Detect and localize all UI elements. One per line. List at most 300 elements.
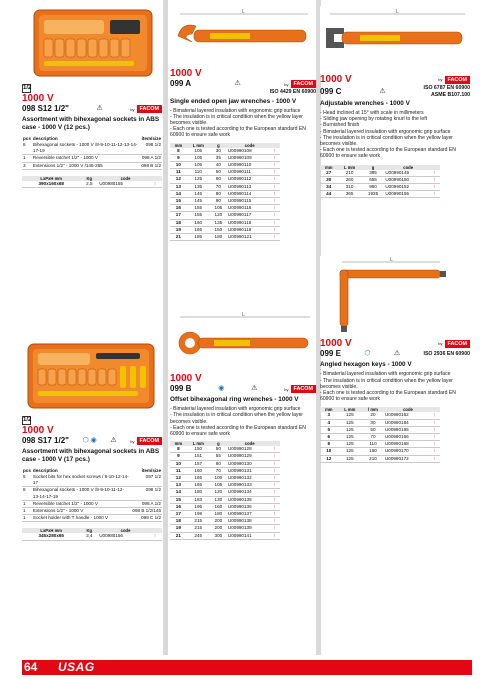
hex-socket-icon: ⬡ xyxy=(364,350,371,358)
cell-weight: 40 xyxy=(210,161,227,168)
kit-item: 098 1/2 xyxy=(131,487,162,500)
cell-code: U00990134 xyxy=(227,489,273,496)
cell-weight: 130 xyxy=(210,496,227,503)
cell-code: U00990172 xyxy=(384,455,432,462)
cell-size: 16 xyxy=(170,205,187,212)
table-row xyxy=(170,482,280,489)
table-row xyxy=(22,500,162,507)
cell-weight: 30 xyxy=(362,419,384,426)
cell-code: U00990136 xyxy=(227,503,273,510)
pack-dims: 345x280x65 xyxy=(22,533,80,540)
cell-weight: 200 xyxy=(210,518,227,525)
cell-weight: 70 xyxy=(210,183,227,190)
order-arrow-icon[interactable]: ↑ xyxy=(272,161,280,168)
facom-logo: FACOM xyxy=(137,105,162,113)
kit-contents-table xyxy=(22,136,162,170)
table-row xyxy=(170,197,280,204)
column-left xyxy=(22,6,162,541)
cell-length: 245 xyxy=(187,532,210,539)
table-row xyxy=(170,233,280,240)
cell-size: 18 xyxy=(170,219,187,226)
feature-bullet: - Each one is tested according to the European standard EN 60900 to ensure safe work xyxy=(320,390,456,403)
kit-description: Reversible ratchet 1/2" - 1000 V xyxy=(32,500,131,507)
facom-by-label: by xyxy=(438,341,443,347)
header-short-length: l mm xyxy=(362,407,384,412)
kit-item: 098 C 1/2 xyxy=(131,515,162,522)
cell-size: 19 xyxy=(170,525,187,532)
cell-weight: 30 xyxy=(210,148,227,155)
cell-weight: 180 xyxy=(210,511,227,518)
pack-header-kg: Kg xyxy=(80,528,98,533)
insulation-triangle-icon: ⚠ xyxy=(110,437,117,445)
cell-size: 9 xyxy=(170,154,187,161)
order-arrow-icon[interactable]: ↑ xyxy=(272,233,280,240)
cell-code: U00990166 xyxy=(384,434,432,441)
order-arrow-icon[interactable]: ↑ xyxy=(272,446,280,453)
table-row xyxy=(170,453,280,460)
product-title: Assortment with bihexagonal sockets in ABS case - 1000 V (12 pcs.) xyxy=(22,116,160,131)
cell-size: 19 xyxy=(170,226,187,233)
socket-case-image xyxy=(22,6,162,82)
cell-length: 125 xyxy=(338,412,362,419)
open-jaw-wrench-illustration xyxy=(170,6,316,68)
cell-size: 6 xyxy=(320,434,338,441)
dimension-l-label: L xyxy=(390,257,393,264)
dimension-l-label: L xyxy=(242,312,245,319)
cell-weight: 70 xyxy=(210,467,227,474)
cell-length: 125 xyxy=(338,419,362,426)
table-row xyxy=(170,226,280,233)
table-row xyxy=(170,190,280,197)
kit-pcs: 1 xyxy=(22,155,32,162)
cell-weight: 180 xyxy=(210,233,227,240)
cell-size: 8 xyxy=(170,148,187,155)
cell-code: U00990164 xyxy=(384,419,432,426)
table-row xyxy=(170,169,280,176)
order-arrow-icon[interactable]: ↑ xyxy=(432,441,440,448)
cell-length: 125 xyxy=(338,426,362,433)
order-arrow-icon[interactable]: ↑ xyxy=(272,154,280,161)
kit-description: Bihexagonal sockets - 1000 V /8-9-10-11-12-13-14-17-19 xyxy=(32,142,140,155)
cell-length: 160 xyxy=(187,219,210,226)
facom-by-label: by xyxy=(438,77,443,82)
kit-pcs: 5 xyxy=(22,474,32,487)
hex-socket-icon: ⬡ ◉ xyxy=(82,437,97,445)
cell-size: 15 xyxy=(170,197,187,204)
facom-by-label: by xyxy=(284,81,289,87)
cell-length: 215 xyxy=(187,518,210,525)
cell-weight: 50 xyxy=(210,169,227,176)
cell-size: 17 xyxy=(170,511,187,518)
order-arrow-icon[interactable]: ↑ xyxy=(272,183,280,190)
header-size: mm xyxy=(170,441,187,446)
header-length: L mm xyxy=(338,407,362,412)
cell-size: 34 xyxy=(320,184,337,191)
order-arrow-icon[interactable]: ↑ xyxy=(432,184,440,191)
product-title: Adjustable wrenches - 1000 V xyxy=(320,100,410,107)
table-row xyxy=(170,460,280,467)
order-arrow-icon[interactable]: ↑ xyxy=(272,219,280,226)
kit-contents-table xyxy=(22,468,162,522)
order-arrow-icon[interactable]: ↑ xyxy=(432,170,440,177)
kit-pcs: 8 xyxy=(22,487,32,500)
voltage-label: 1000 V xyxy=(22,93,54,104)
kit-header-item: item/size xyxy=(141,468,161,474)
header-code: code xyxy=(384,165,432,170)
product-ref: 099 C xyxy=(320,86,342,96)
cell-weight: 210 xyxy=(362,455,384,462)
table-row xyxy=(320,441,440,448)
cell-weight: 105 xyxy=(210,482,227,489)
cell-size: 12 xyxy=(170,474,187,481)
order-arrow-icon[interactable]: ↑ xyxy=(272,518,280,525)
facom-brand xyxy=(130,105,162,113)
cell-code: U00990117 xyxy=(227,212,273,219)
kit-description: Reversible ratchet 1/2" - 1000 V xyxy=(32,155,140,162)
cell-length: 155 xyxy=(187,205,210,212)
cell-length: 151 xyxy=(187,453,210,460)
cell-size: 12 xyxy=(170,176,187,183)
cell-code: U00990130 xyxy=(227,460,273,467)
cell-length: 105 xyxy=(187,161,210,168)
order-arrow-icon[interactable]: ↑ xyxy=(272,489,280,496)
kit-item: 098 A 1/2 xyxy=(131,500,162,507)
order-arrow-icon[interactable]: ↑ xyxy=(272,503,280,510)
cell-code: U00990165 xyxy=(384,426,432,433)
cell-weight: 50 xyxy=(362,426,384,433)
order-arrow-icon[interactable]: ↑ xyxy=(432,448,440,455)
table-row xyxy=(170,511,280,518)
cell-size: 11 xyxy=(170,467,187,474)
product-ref: 099 A xyxy=(170,79,192,88)
pack-table xyxy=(22,528,162,540)
voltage-label: 1000 V xyxy=(170,68,202,79)
cell-weight: 385 xyxy=(362,170,385,177)
insulation-triangle-icon: ⚠ xyxy=(234,80,241,87)
order-arrow-icon[interactable]: ↑ xyxy=(432,419,440,426)
cell-length: 105 xyxy=(187,148,210,155)
product-title: Single ended open jaw wrenches - 1000 V xyxy=(170,97,297,105)
cell-weight: 55 xyxy=(210,453,227,460)
table-row xyxy=(170,219,280,226)
product-ref: 099 B xyxy=(170,384,192,394)
insulation-triangle-icon: ⚠ xyxy=(251,385,258,393)
drive-size-icon: 1/2 xyxy=(23,85,32,91)
kit-header-pcs: pcs xyxy=(23,136,31,141)
insulation-triangle-icon: ⚠ xyxy=(96,105,103,112)
cell-size: 13 xyxy=(170,482,187,489)
kit-pcs: 1 xyxy=(22,500,32,507)
cell-weight: 950 xyxy=(362,184,385,191)
order-arrow-icon[interactable]: ↑ xyxy=(272,511,280,518)
table-row xyxy=(170,489,280,496)
cell-length: 105 xyxy=(187,154,210,161)
cell-size: 11 xyxy=(170,169,187,176)
facom-logo: FACOM xyxy=(137,437,162,445)
voltage-label: 1000 V xyxy=(320,338,352,350)
order-arrow-icon[interactable]: ↑ xyxy=(432,412,440,419)
facom-brand xyxy=(130,437,162,445)
ring-bihex-icon: ◉ xyxy=(218,385,225,393)
cell-size: 13 xyxy=(170,183,187,190)
facom-brand xyxy=(438,76,470,84)
table-row xyxy=(170,154,280,161)
table-row xyxy=(170,496,280,503)
feature-bullet: - Each one is tested according to the European standard EN 60900 to ensure safe work xyxy=(170,126,306,139)
kit-header-description: description xyxy=(32,468,58,474)
cell-weight: 120 xyxy=(210,212,227,219)
cell-length: 160 xyxy=(187,467,210,474)
asme-standard: ASME B107.100 xyxy=(431,91,470,98)
order-arrow-icon[interactable]: ↑ xyxy=(272,496,280,503)
facom-brand xyxy=(284,385,316,393)
order-arrow-icon[interactable]: ↑ xyxy=(432,434,440,441)
cell-size: 14 xyxy=(170,190,187,197)
order-arrow-icon[interactable]: ↑ xyxy=(272,525,280,532)
feature-bullet: - Each one is tested according to the European standard EN 60900 to ensure safe work xyxy=(170,424,306,437)
order-arrow-icon[interactable]: ↑ xyxy=(272,474,280,481)
cell-size: 44 xyxy=(320,191,337,198)
product-title: Assortment with bihexagonal sockets in ABS case - 1000 V (17 pcs.) xyxy=(22,448,160,464)
cell-weight: 80 xyxy=(210,190,227,197)
pack-dims: 390x160x68 xyxy=(22,181,80,188)
feature-bullet: - Each one is tested according to the European standard EN 60900 to ensure safe work xyxy=(320,147,456,160)
spec-table xyxy=(170,143,280,242)
table-row xyxy=(320,170,440,177)
cell-code: U00990109 xyxy=(227,154,273,161)
cell-weight: 100 xyxy=(210,474,227,481)
header-weight: g xyxy=(210,441,227,446)
feature-bullet: - The insulation is in critical condition when the yellow layer becomes visible. xyxy=(320,377,453,390)
facom-logo: FACOM xyxy=(291,385,316,393)
pack-header-dims: LxPxH mm xyxy=(22,528,80,533)
cell-weight: 70 xyxy=(362,434,384,441)
spec-table xyxy=(170,441,280,540)
table-row xyxy=(320,191,440,198)
table-row xyxy=(170,161,280,168)
cell-length: 215 xyxy=(187,525,210,532)
kit-item: 098 B 1/2/145 xyxy=(132,508,161,514)
column-divider xyxy=(163,0,168,655)
header-length: L mm xyxy=(187,441,210,446)
ring-wrench-image xyxy=(170,311,316,373)
socket-case-17-image xyxy=(22,338,162,414)
pack-table xyxy=(22,176,162,188)
spec-table xyxy=(320,165,440,199)
insulation-triangle-icon: ⚠ xyxy=(393,350,401,358)
facom-logo: FACOM xyxy=(291,80,316,88)
header-length: L mm xyxy=(337,165,361,170)
order-arrow-icon[interactable]: ↑ xyxy=(272,467,280,474)
order-arrow-icon[interactable]: ↑ xyxy=(153,533,162,540)
page-footer xyxy=(0,655,480,677)
cell-size: 27 xyxy=(320,170,337,177)
cell-length: 180 xyxy=(187,489,210,496)
table-row xyxy=(170,212,280,219)
cell-weight: 200 xyxy=(210,525,227,532)
cell-code: U00990139 xyxy=(227,525,273,532)
cell-weight: 150 xyxy=(210,226,227,233)
feature-bullet: - Bimaterial layered insulation with ergonomic grip surface xyxy=(170,406,301,413)
order-arrow-icon[interactable]: ↑ xyxy=(272,190,280,197)
table-row xyxy=(22,181,162,188)
cell-length: 150 xyxy=(187,446,210,453)
feature-bullet: - Head inclined at 15° with scale in millimeters xyxy=(320,110,424,116)
table-row xyxy=(170,518,280,525)
cell-length: 185 xyxy=(187,233,210,240)
order-arrow-icon[interactable]: ↑ xyxy=(153,181,162,188)
voltage-label: 1000 V xyxy=(170,373,202,385)
order-arrow-icon[interactable]: ↑ xyxy=(432,426,440,433)
cell-size: 8 xyxy=(170,446,187,453)
cell-length: 125 xyxy=(187,176,210,183)
table-row xyxy=(170,183,280,190)
kit-pcs: 8 xyxy=(22,142,32,155)
product-ref: 098 S17 1/2" xyxy=(22,436,69,446)
cell-length: 110 xyxy=(187,169,210,176)
table-row xyxy=(22,162,162,169)
cell-length: 125 xyxy=(338,441,362,448)
order-arrow-icon[interactable]: ↑ xyxy=(272,197,280,204)
cell-code: U00990170 xyxy=(384,448,432,455)
cell-code: U00990115 xyxy=(227,197,273,204)
pack-header-kg: Kg xyxy=(80,176,98,181)
cell-length: 125 xyxy=(338,455,362,462)
cell-code: U00990152 xyxy=(384,184,432,191)
order-arrow-icon[interactable]: ↑ xyxy=(432,191,440,198)
cell-code: U00990111 xyxy=(227,169,273,176)
kit-pcs: 3 xyxy=(22,162,32,169)
adjustable-wrench-image xyxy=(320,6,470,74)
cell-weight: 35 xyxy=(210,154,227,161)
cell-size: 12 xyxy=(320,455,338,462)
order-arrow-icon[interactable]: ↑ xyxy=(272,460,280,467)
table-row xyxy=(320,176,440,183)
header-code: code xyxy=(384,407,432,412)
cell-weight: 110 xyxy=(362,441,384,448)
cell-weight: 150 xyxy=(362,448,384,455)
cell-code: U00990116 xyxy=(227,205,273,212)
cell-weight: 60 xyxy=(210,176,227,183)
product-ref: 098 S12 1/2" xyxy=(22,104,69,113)
feature-bullet: - Bimaterial layered insulation with ergonomic grip surface xyxy=(170,107,301,114)
table-row xyxy=(320,419,440,426)
cell-length: 157 xyxy=(187,460,210,467)
product-ref: 099 E xyxy=(320,349,341,359)
cell-length: 125 xyxy=(338,434,362,441)
table-row xyxy=(170,525,280,532)
kit-description: Bihexagonal sockets - 1000 V /8-9-10-11-12-13-14-17-19 xyxy=(32,487,131,500)
cell-length: 145 xyxy=(187,197,210,204)
header-size: mm xyxy=(170,143,187,148)
cell-weight: 1935 xyxy=(362,191,385,198)
cell-weight: 60 xyxy=(210,460,227,467)
cell-length: 145 xyxy=(187,190,210,197)
order-arrow-icon[interactable]: ↑ xyxy=(272,532,280,539)
table-row xyxy=(320,426,440,433)
order-arrow-icon[interactable]: ↑ xyxy=(272,205,280,212)
facom-by-label: by xyxy=(130,438,135,444)
order-arrow-icon[interactable]: ↑ xyxy=(272,226,280,233)
feature-bullet: - The insulation is in critical condition when the yellow layer becomes visible. xyxy=(170,113,303,126)
cell-code: U00990135 xyxy=(227,496,273,503)
spec-table xyxy=(320,407,440,462)
column-middle xyxy=(170,6,316,540)
pack-header-code: code xyxy=(98,528,153,533)
table-row xyxy=(170,503,280,510)
kit-pcs: 1 xyxy=(22,508,32,515)
usag-logo: USAG xyxy=(58,660,95,674)
order-arrow-icon[interactable]: ↑ xyxy=(272,212,280,219)
cell-size: 21 xyxy=(170,233,187,240)
cell-length: 135 xyxy=(187,183,210,190)
cell-size: 21 xyxy=(170,532,187,539)
cell-weight: 120 xyxy=(210,489,227,496)
order-arrow-icon[interactable]: ↑ xyxy=(272,176,280,183)
header-weight: g xyxy=(362,165,385,170)
feature-bullet: - Bimaterial layered insulation with ergonomic grip surface xyxy=(320,371,451,378)
cell-code: U00990131 xyxy=(227,467,273,474)
voltage-label: 1000 V xyxy=(320,74,352,85)
cell-size: 5 xyxy=(320,426,338,433)
order-arrow-icon[interactable]: ↑ xyxy=(272,453,280,460)
cell-size: 16 xyxy=(170,503,187,510)
cell-code: U00990110 xyxy=(227,161,273,168)
cell-size: 18 xyxy=(170,518,187,525)
order-arrow-icon[interactable]: ↑ xyxy=(272,148,280,155)
order-arrow-icon[interactable]: ↑ xyxy=(272,169,280,176)
feature-bullet: - Bimaterial layered insulation with ergonomic grip surface xyxy=(320,128,451,135)
pack-kg: 2,5 xyxy=(80,181,98,188)
dimension-l-label: L xyxy=(242,9,245,15)
hex-key-illustration xyxy=(320,256,470,338)
cell-code: U00990113 xyxy=(227,183,273,190)
socket-case-illustration xyxy=(22,6,162,82)
table-row xyxy=(22,155,162,162)
kit-item: 097 1/2 xyxy=(131,474,162,487)
order-arrow-icon[interactable]: ↑ xyxy=(432,455,440,462)
facom-by-label: by xyxy=(130,106,135,112)
cell-size: 9 xyxy=(170,453,187,460)
table-row xyxy=(320,434,440,441)
cell-length: 210 xyxy=(337,170,361,177)
kit-header-item: item/size xyxy=(141,136,161,141)
cell-code: U00990132 xyxy=(227,474,273,481)
cell-code: U00990141 xyxy=(227,532,273,539)
cell-code: U00990119 xyxy=(227,226,273,233)
cell-code: U00990137 xyxy=(227,511,273,518)
hex-key-image xyxy=(320,256,470,338)
header-code: code xyxy=(227,143,273,148)
facom-by-label: by xyxy=(284,386,289,392)
order-arrow-icon[interactable]: ↑ xyxy=(432,176,440,183)
cell-weight: 655 xyxy=(362,176,385,183)
cell-length: 310 xyxy=(337,184,361,191)
cell-length: 365 xyxy=(337,191,361,198)
cell-weight: 50 xyxy=(210,446,227,453)
cell-code: U00990138 xyxy=(227,518,273,525)
order-arrow-icon[interactable]: ↑ xyxy=(272,482,280,489)
adjustable-wrench-illustration xyxy=(320,6,470,74)
cell-size: 15 xyxy=(170,496,187,503)
facom-logo: FACOM xyxy=(445,340,470,348)
table-row xyxy=(320,448,440,455)
cell-size: 10 xyxy=(170,161,187,168)
cell-code: U00990133 xyxy=(227,482,273,489)
iso-standard: ISO 6787 EN 60900 xyxy=(423,85,470,91)
cell-length: 183 xyxy=(187,496,210,503)
iso-standard: ISO 4429 EN 60900 xyxy=(269,89,316,95)
